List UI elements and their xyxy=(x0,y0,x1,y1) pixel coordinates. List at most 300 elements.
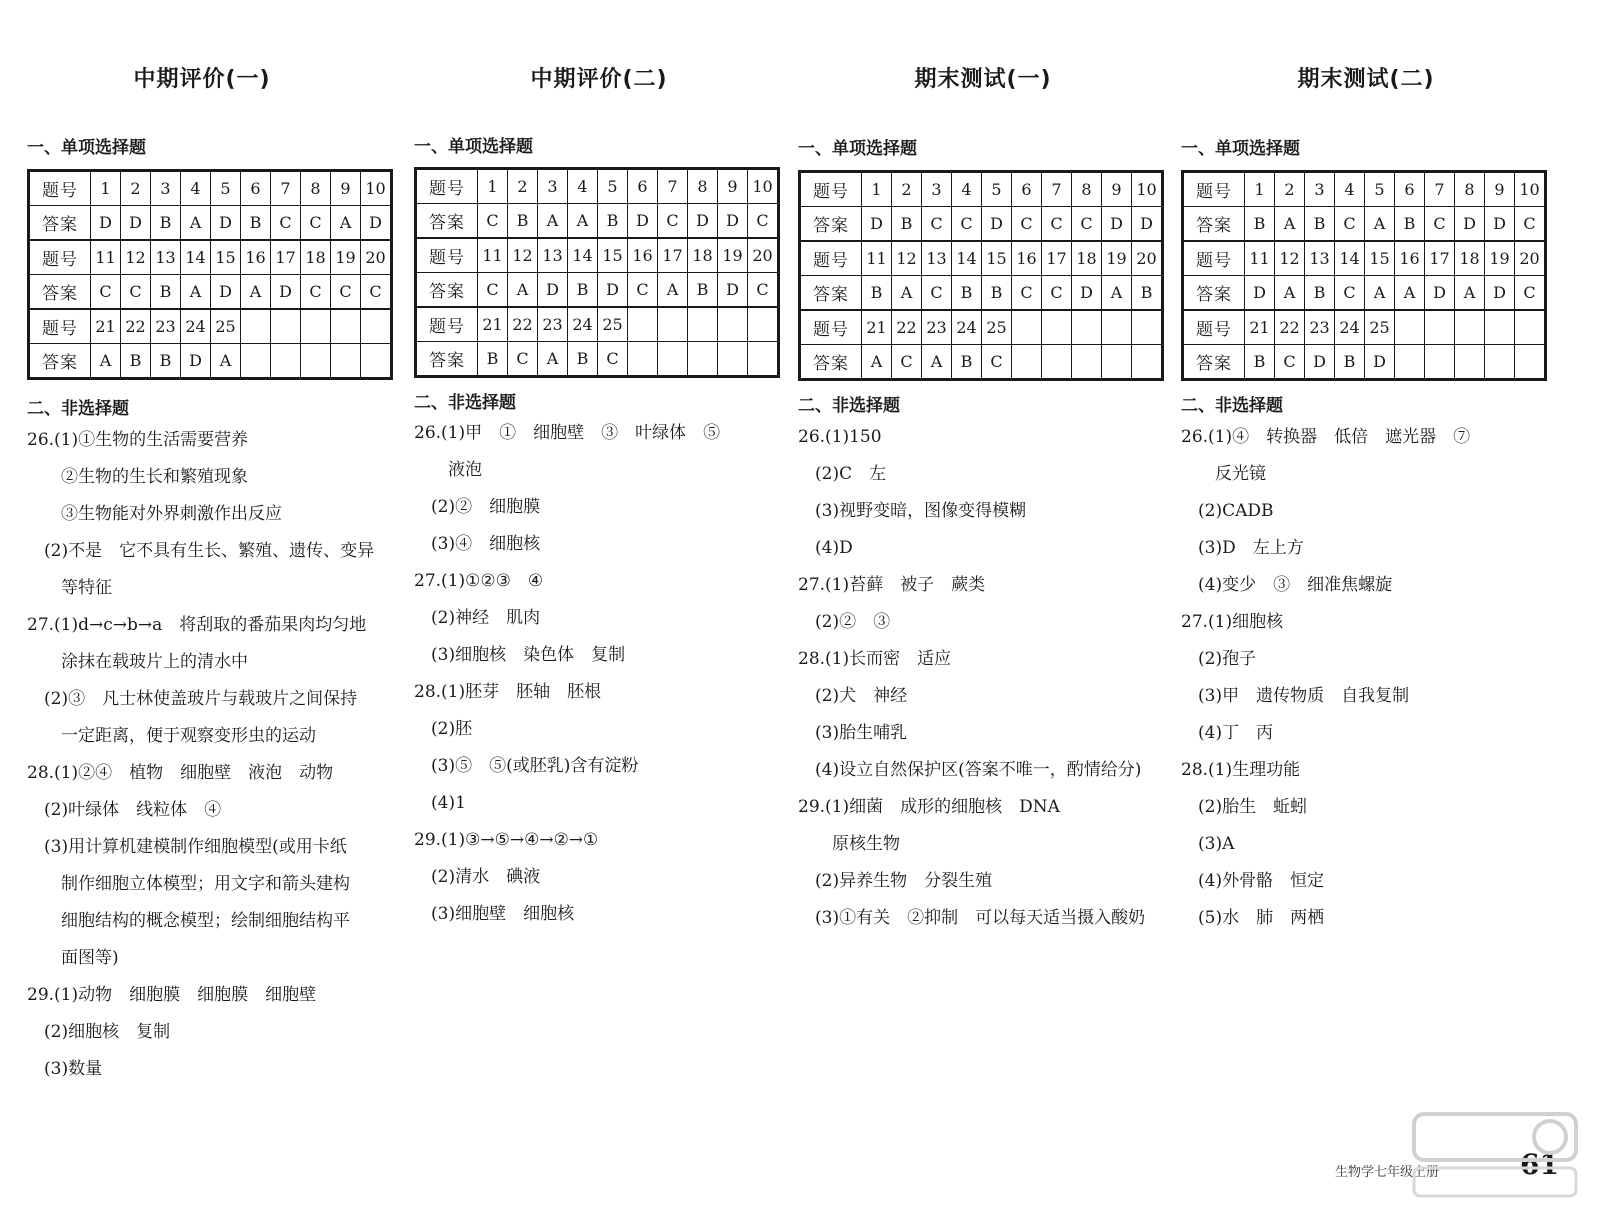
label-answer: 答案 xyxy=(800,207,862,242)
answer-line: (3)视野变暗，图像变得模糊 xyxy=(798,501,1027,521)
answer-cell: B xyxy=(151,344,181,379)
label-answer: 答案 xyxy=(416,204,478,239)
question-number-cell: 15 xyxy=(1365,241,1395,276)
answer-line: (3)胎生哺乳 xyxy=(798,723,908,743)
answer-cell: D xyxy=(1365,345,1395,380)
question-number-cell: 6 xyxy=(241,171,271,206)
answer-line: 26.(1)④ 转换器 低倍 遮光器 ⑦ xyxy=(1181,427,1471,447)
answer-cell xyxy=(658,342,688,377)
question-number-cell: 22 xyxy=(121,309,151,344)
answer-line: ②生物的生长和繁殖现象 xyxy=(27,467,248,487)
section-title: 中期评价(二) xyxy=(530,67,668,92)
answer-cell: A xyxy=(211,344,241,379)
answer-cell: B xyxy=(952,345,982,380)
answer-row xyxy=(800,276,1163,311)
question-number-cell: 1 xyxy=(91,171,121,206)
question-number-cell: 5 xyxy=(598,169,628,204)
part-heading-free-response: 二、非选择题 xyxy=(798,396,900,416)
answer-cell: B xyxy=(1132,276,1163,311)
question-number-row xyxy=(800,310,1163,345)
question-number-cell: 25 xyxy=(211,309,241,344)
answer-cell: B xyxy=(598,204,628,239)
question-number-cell xyxy=(1072,310,1102,345)
question-number-row xyxy=(800,241,1163,276)
answer-cell: C xyxy=(1042,207,1072,242)
question-number-cell: 9 xyxy=(718,169,748,204)
answer-cell: C xyxy=(1335,207,1365,242)
question-number-row xyxy=(1183,172,1546,207)
answer-cell xyxy=(1485,345,1515,380)
answer-cell xyxy=(688,342,718,377)
answer-line: (2)孢子 xyxy=(1181,649,1257,669)
answer-cell: A xyxy=(1395,276,1425,311)
answer-line: 制作细胞立体模型；用文字和箭头建构 xyxy=(27,874,350,894)
answer-cell: A xyxy=(241,275,271,310)
question-number-cell: 8 xyxy=(1455,172,1485,207)
answer-line: (3)细胞核 染色体 复制 xyxy=(414,645,626,665)
label-answer: 答案 xyxy=(1183,345,1245,380)
answer-line: (2)神经 肌肉 xyxy=(414,608,541,628)
label-question-number: 题号 xyxy=(416,238,478,273)
answer-line: 27.(1)d→c→b→a 将刮取的番茄果肉均匀地 xyxy=(27,615,367,635)
question-number-cell: 24 xyxy=(1335,310,1365,345)
answer-cell: A xyxy=(658,273,688,308)
answer-cell xyxy=(1042,345,1072,380)
label-question-number: 题号 xyxy=(416,169,478,204)
question-number-cell: 21 xyxy=(1245,310,1275,345)
question-number-cell: 11 xyxy=(862,241,892,276)
question-number-row xyxy=(800,172,1163,207)
question-number-cell: 16 xyxy=(1012,241,1042,276)
answer-cell: A xyxy=(331,206,361,241)
answer-cell: C xyxy=(598,342,628,377)
answer-line: 27.(1)苔藓 被子 蕨类 xyxy=(798,575,986,595)
part-heading-choice: 一、单项选择题 xyxy=(27,138,146,158)
question-number-cell: 11 xyxy=(1245,241,1275,276)
answer-cell: C xyxy=(478,204,508,239)
answer-line: 28.(1)胚芽 胚轴 胚根 xyxy=(414,682,602,702)
answer-line: (3)细胞壁 细胞核 xyxy=(414,904,575,924)
answer-cell: D xyxy=(1455,207,1485,242)
answer-cell: C xyxy=(508,342,538,377)
answer-cell: A xyxy=(508,273,538,308)
question-number-cell: 3 xyxy=(538,169,568,204)
answer-cell: B xyxy=(892,207,922,242)
answer-cell: B xyxy=(241,206,271,241)
answer-line: (3)甲 遗传物质 自我复制 xyxy=(1181,686,1410,706)
question-number-cell: 21 xyxy=(91,309,121,344)
question-number-cell: 22 xyxy=(1275,310,1305,345)
answer-line: (4)设立自然保护区(答案不唯一，酌情给分) xyxy=(798,760,1142,780)
answer-cell: C xyxy=(361,275,392,310)
answer-line: (2)③ 凡士林使盖玻片与载玻片之间保持 xyxy=(27,689,358,709)
question-number-cell: 12 xyxy=(508,238,538,273)
question-number-cell: 25 xyxy=(1365,310,1395,345)
answer-cell: A xyxy=(1365,207,1395,242)
answer-cell: B xyxy=(151,206,181,241)
question-number-cell: 12 xyxy=(121,240,151,275)
question-number-cell xyxy=(688,307,718,342)
question-number-cell: 19 xyxy=(331,240,361,275)
question-number-cell: 22 xyxy=(892,310,922,345)
question-number-cell: 15 xyxy=(211,240,241,275)
question-number-cell: 2 xyxy=(121,171,151,206)
answer-table xyxy=(798,170,1164,381)
answer-row xyxy=(29,206,392,241)
answer-cell: B xyxy=(1335,345,1365,380)
answer-cell: D xyxy=(1305,345,1335,380)
answer-cell: B xyxy=(478,342,508,377)
answer-cell xyxy=(1395,345,1425,380)
question-number-cell: 7 xyxy=(1042,172,1072,207)
question-number-cell: 18 xyxy=(1455,241,1485,276)
answer-cell: D xyxy=(718,204,748,239)
answer-cell: D xyxy=(211,275,241,310)
answer-line: (2)细胞核 复制 xyxy=(27,1022,171,1042)
section-title: 期末测试(二) xyxy=(1297,67,1435,92)
label-question-number: 题号 xyxy=(416,307,478,342)
answer-cell xyxy=(331,344,361,379)
label-question-number: 题号 xyxy=(29,240,91,275)
answer-cell: C xyxy=(922,207,952,242)
label-question-number: 题号 xyxy=(1183,310,1245,345)
question-number-cell: 15 xyxy=(982,241,1012,276)
question-number-row xyxy=(416,238,779,273)
question-number-cell: 8 xyxy=(301,171,331,206)
answer-cell: C xyxy=(1335,276,1365,311)
answer-cell: C xyxy=(301,206,331,241)
question-number-cell: 7 xyxy=(658,169,688,204)
question-number-cell xyxy=(748,307,779,342)
answer-line: (2)② ③ xyxy=(798,612,891,632)
answer-cell: C xyxy=(1425,207,1455,242)
answer-cell: B xyxy=(688,273,718,308)
question-number-cell: 14 xyxy=(952,241,982,276)
question-number-cell: 7 xyxy=(271,171,301,206)
answer-cell: D xyxy=(688,204,718,239)
answer-line: (2)CADB xyxy=(1181,501,1274,521)
answer-line: 28.(1)②④ 植物 细胞壁 液泡 动物 xyxy=(27,763,334,783)
question-number-cell: 16 xyxy=(1395,241,1425,276)
label-question-number: 题号 xyxy=(29,171,91,206)
answer-line: 26.(1)①生物的生活需要营养 xyxy=(27,430,249,450)
question-number-cell: 9 xyxy=(1102,172,1132,207)
answer-line: (3)D 左上方 xyxy=(1181,538,1304,558)
question-number-cell: 1 xyxy=(1245,172,1275,207)
question-number-cell xyxy=(1485,310,1515,345)
question-number-cell: 19 xyxy=(718,238,748,273)
answer-row xyxy=(29,275,392,310)
question-number-cell: 4 xyxy=(568,169,598,204)
question-number-cell: 12 xyxy=(892,241,922,276)
answer-cell: D xyxy=(1132,207,1163,242)
answer-line: 涂抹在载玻片上的清水中 xyxy=(27,652,248,672)
question-number-cell: 17 xyxy=(271,240,301,275)
answer-cell: C xyxy=(91,275,121,310)
answer-cell: B xyxy=(508,204,538,239)
label-question-number: 题号 xyxy=(800,310,862,345)
question-number-cell xyxy=(658,307,688,342)
question-number-cell: 9 xyxy=(331,171,361,206)
answer-line: 29.(1)③→⑤→④→②→① xyxy=(414,830,599,850)
question-number-row xyxy=(416,307,779,342)
question-number-row xyxy=(29,240,392,275)
answer-cell: B xyxy=(1245,207,1275,242)
question-number-cell: 7 xyxy=(1425,172,1455,207)
answer-cell: A xyxy=(1455,276,1485,311)
answer-cell: D xyxy=(1072,276,1102,311)
question-number-cell: 21 xyxy=(862,310,892,345)
question-number-cell: 15 xyxy=(598,238,628,273)
question-number-cell: 18 xyxy=(688,238,718,273)
answer-cell xyxy=(1515,345,1546,380)
question-number-cell: 11 xyxy=(478,238,508,273)
answer-cell xyxy=(301,344,331,379)
answer-cell: B xyxy=(982,276,1012,311)
answer-row xyxy=(416,342,779,377)
answer-cell: A xyxy=(568,204,598,239)
answer-cell: A xyxy=(1275,207,1305,242)
answer-list xyxy=(798,419,1168,937)
question-number-cell: 25 xyxy=(982,310,1012,345)
answer-line: (2)胚 xyxy=(414,719,473,739)
question-number-cell: 25 xyxy=(598,307,628,342)
answer-cell xyxy=(718,342,748,377)
answer-row xyxy=(800,345,1163,380)
part-heading-free-response: 二、非选择题 xyxy=(27,399,129,419)
answer-cell: A xyxy=(181,206,211,241)
answer-line: 细胞结构的概念模型；绘制细胞结构平 xyxy=(27,911,350,931)
question-number-cell: 2 xyxy=(1275,172,1305,207)
question-number-cell xyxy=(301,309,331,344)
question-number-cell xyxy=(1455,310,1485,345)
answer-line: 26.(1)150 xyxy=(798,427,882,447)
question-number-cell: 10 xyxy=(748,169,779,204)
question-number-cell xyxy=(361,309,392,344)
answer-cell: B xyxy=(568,273,598,308)
question-number-cell: 13 xyxy=(922,241,952,276)
answer-cell: C xyxy=(121,275,151,310)
answer-cell: A xyxy=(922,345,952,380)
answer-cell: C xyxy=(952,207,982,242)
answer-cell: C xyxy=(892,345,922,380)
answer-cell: D xyxy=(1485,207,1515,242)
question-number-cell: 18 xyxy=(1072,241,1102,276)
question-number-cell: 2 xyxy=(508,169,538,204)
answer-table xyxy=(1181,170,1547,381)
answer-cell: D xyxy=(271,275,301,310)
label-answer: 答案 xyxy=(29,275,91,310)
part-heading-free-response: 二、非选择题 xyxy=(1181,396,1283,416)
answer-cell: B xyxy=(121,344,151,379)
answer-row xyxy=(416,273,779,308)
question-number-cell: 24 xyxy=(181,309,211,344)
answer-cell: C xyxy=(478,273,508,308)
answer-line: 28.(1)生理功能 xyxy=(1181,760,1301,780)
answer-cell: A xyxy=(538,204,568,239)
answer-cell xyxy=(1072,345,1102,380)
question-number-cell: 6 xyxy=(628,169,658,204)
answer-line: 28.(1)长而密 适应 xyxy=(798,649,952,669)
answer-list xyxy=(414,415,784,933)
question-number-cell: 20 xyxy=(1132,241,1163,276)
answer-cell xyxy=(271,344,301,379)
question-number-cell: 3 xyxy=(922,172,952,207)
section-title: 中期评价(一) xyxy=(133,67,271,92)
question-number-cell xyxy=(1395,310,1425,345)
question-number-row xyxy=(29,309,392,344)
question-number-cell: 4 xyxy=(952,172,982,207)
answer-cell: B xyxy=(568,342,598,377)
answer-cell: A xyxy=(1365,276,1395,311)
question-number-cell: 1 xyxy=(478,169,508,204)
watermark-logo xyxy=(1410,1110,1580,1200)
answer-cell: A xyxy=(892,276,922,311)
label-answer: 答案 xyxy=(1183,276,1245,311)
answer-list xyxy=(1181,419,1551,937)
question-number-row xyxy=(1183,310,1546,345)
question-number-cell: 16 xyxy=(241,240,271,275)
answer-cell: B xyxy=(151,275,181,310)
answer-line: (3)⑤ ⑤(或胚乳)含有淀粉 xyxy=(414,756,639,776)
answer-line: (5)水 肺 两栖 xyxy=(1181,908,1325,928)
answer-cell xyxy=(748,342,779,377)
question-number-cell xyxy=(1102,310,1132,345)
answer-line: (3)①有关 ②抑制 可以每天适当摄入酸奶 xyxy=(798,908,1146,928)
answer-cell: D xyxy=(628,204,658,239)
question-number-cell: 14 xyxy=(568,238,598,273)
question-number-cell: 5 xyxy=(982,172,1012,207)
question-number-cell xyxy=(1132,310,1163,345)
answer-cell: A xyxy=(1102,276,1132,311)
answer-line: 液泡 xyxy=(414,460,482,480)
question-number-cell: 16 xyxy=(628,238,658,273)
question-number-cell: 23 xyxy=(922,310,952,345)
question-number-cell: 13 xyxy=(151,240,181,275)
answer-line: 26.(1)甲 ① 细胞壁 ③ 叶绿体 ⑤ xyxy=(414,423,721,443)
page-number: 61 xyxy=(1520,1148,1559,1181)
answer-line: 反光镜 xyxy=(1181,464,1266,484)
answer-cell: D xyxy=(598,273,628,308)
answer-cell: C xyxy=(271,206,301,241)
answer-cell: B xyxy=(1395,207,1425,242)
question-number-cell: 4 xyxy=(181,171,211,206)
answer-cell: C xyxy=(982,345,1012,380)
answer-cell: C xyxy=(1072,207,1102,242)
question-number-cell: 19 xyxy=(1485,241,1515,276)
book-subject: 生物学七年级上册 xyxy=(1335,1165,1440,1180)
answer-row xyxy=(800,207,1163,242)
answer-cell: C xyxy=(1515,276,1546,311)
answer-line: 面图等) xyxy=(27,948,119,968)
label-question-number: 题号 xyxy=(800,241,862,276)
question-number-cell: 9 xyxy=(1485,172,1515,207)
label-answer: 答案 xyxy=(800,345,862,380)
question-number-cell xyxy=(718,307,748,342)
question-number-cell: 20 xyxy=(1515,241,1546,276)
label-answer: 答案 xyxy=(416,273,478,308)
question-number-cell: 2 xyxy=(892,172,922,207)
answer-cell: C xyxy=(628,273,658,308)
answer-line: (2)犬 神经 xyxy=(798,686,908,706)
answer-cell: D xyxy=(1102,207,1132,242)
answer-cell: D xyxy=(1485,276,1515,311)
answer-row xyxy=(416,204,779,239)
label-question-number: 题号 xyxy=(1183,172,1245,207)
answer-line: 等特征 xyxy=(27,578,112,598)
answer-cell xyxy=(1132,345,1163,380)
answer-line: (4)丁 丙 xyxy=(1181,723,1274,743)
question-number-row xyxy=(29,171,392,206)
question-number-cell: 3 xyxy=(1305,172,1335,207)
label-question-number: 题号 xyxy=(800,172,862,207)
question-number-cell: 4 xyxy=(1335,172,1365,207)
answer-cell: D xyxy=(982,207,1012,242)
answer-cell: A xyxy=(538,342,568,377)
question-number-cell: 17 xyxy=(658,238,688,273)
label-answer: 答案 xyxy=(29,344,91,379)
question-number-row xyxy=(1183,241,1546,276)
answer-cell: C xyxy=(1275,345,1305,380)
answer-cell: A xyxy=(1275,276,1305,311)
answer-cell: D xyxy=(181,344,211,379)
answer-cell: A xyxy=(91,344,121,379)
question-number-cell: 5 xyxy=(1365,172,1395,207)
question-number-cell: 6 xyxy=(1012,172,1042,207)
answer-line: (2)不是 它不具有生长、繁殖、遗传、变异 xyxy=(27,541,375,561)
question-number-row xyxy=(416,169,779,204)
answer-cell: C xyxy=(658,204,688,239)
label-answer: 答案 xyxy=(29,206,91,241)
answer-line: (2)清水 碘液 xyxy=(414,867,541,887)
answer-cell: D xyxy=(538,273,568,308)
question-number-cell: 23 xyxy=(1305,310,1335,345)
answer-line: (4)变少 ③ 细准焦螺旋 xyxy=(1181,575,1393,595)
question-number-cell: 19 xyxy=(1102,241,1132,276)
question-number-cell: 23 xyxy=(538,307,568,342)
answer-cell: C xyxy=(922,276,952,311)
question-number-cell: 23 xyxy=(151,309,181,344)
question-number-cell: 10 xyxy=(1515,172,1546,207)
answer-line: (3)数量 xyxy=(27,1059,103,1079)
answer-line: 27.(1)细胞核 xyxy=(1181,612,1284,632)
answer-line: 原核生物 xyxy=(798,834,900,854)
answer-line: ③生物能对外界刺激作出反应 xyxy=(27,504,282,524)
part-heading-choice: 一、单项选择题 xyxy=(1181,139,1300,159)
answer-line: (3)用计算机建模制作细胞模型(或用卡纸 xyxy=(27,837,347,857)
answer-line: (2)② 细胞膜 xyxy=(414,497,541,517)
question-number-cell: 20 xyxy=(361,240,392,275)
answer-row xyxy=(29,344,392,379)
question-number-cell xyxy=(1012,310,1042,345)
question-number-cell: 1 xyxy=(862,172,892,207)
answer-table xyxy=(27,169,393,380)
answer-cell: C xyxy=(1042,276,1072,311)
answer-cell xyxy=(628,342,658,377)
answer-line: (2)胎生 蚯蚓 xyxy=(1181,797,1308,817)
question-number-cell: 14 xyxy=(181,240,211,275)
question-number-cell: 17 xyxy=(1042,241,1072,276)
part-heading-choice: 一、单项选择题 xyxy=(414,137,533,157)
question-number-cell: 10 xyxy=(361,171,392,206)
answer-row xyxy=(1183,207,1546,242)
answer-cell xyxy=(1425,345,1455,380)
answer-cell: D xyxy=(862,207,892,242)
question-number-cell xyxy=(1042,310,1072,345)
label-answer: 答案 xyxy=(1183,207,1245,242)
answer-cell xyxy=(1102,345,1132,380)
answer-list xyxy=(27,422,397,1088)
